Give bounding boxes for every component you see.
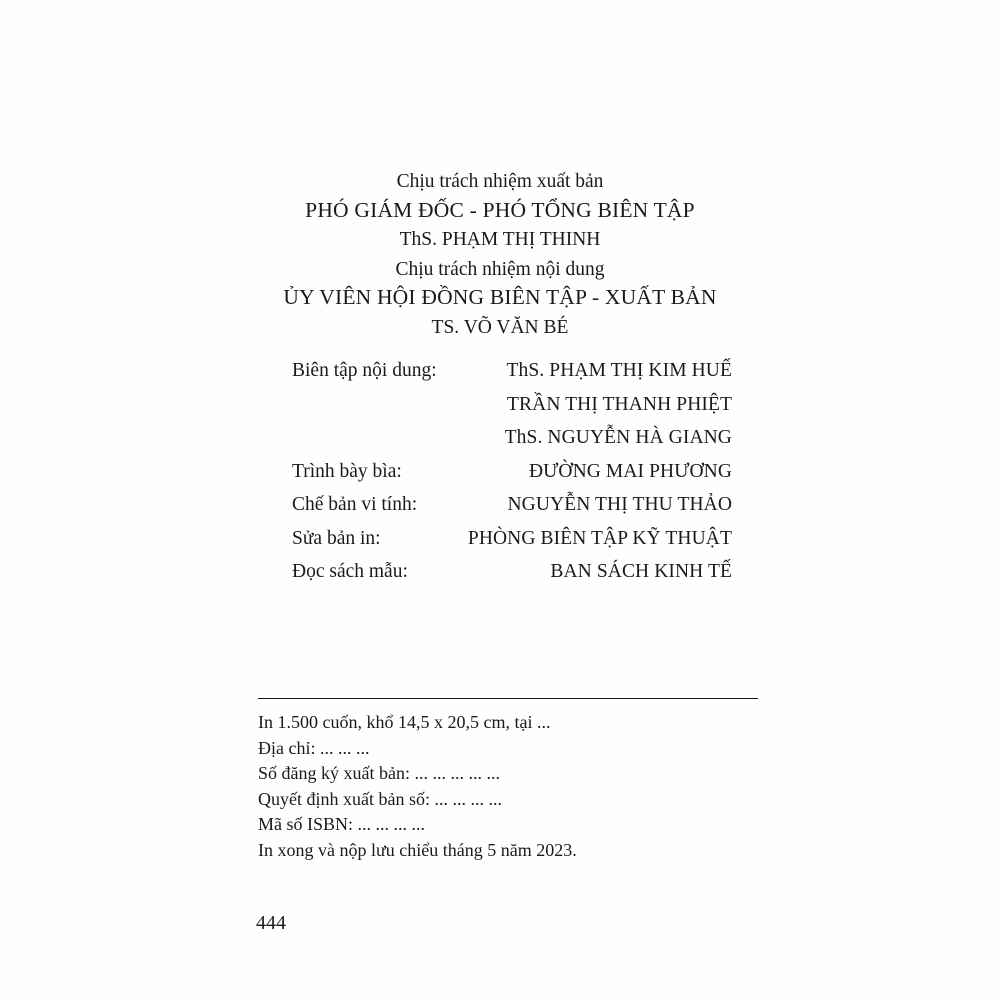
- staff-person-name: ThS. PHẠM THỊ KIM HUẾ: [506, 360, 732, 381]
- imprint-address: Địa chỉ: ... ... ...: [258, 737, 370, 758]
- staff-role-label: Sửa bản in:: [292, 527, 381, 549]
- table-row: [292, 394, 732, 428]
- imprint-deposit-date: In xong và nộp lưu chiểu tháng 5 năm 2023.: [258, 839, 577, 860]
- deputy-director-title: PHÓ GIÁM ĐỐC - PHÓ TỔNG BIÊN TẬP: [305, 197, 695, 222]
- deputy-director-name: ThS. PHẠM THỊ THINH: [399, 229, 601, 250]
- table-row: [292, 494, 732, 528]
- table-row: [292, 360, 732, 394]
- imprint-isbn: Mã số ISBN: ... ... ... ...: [258, 814, 426, 834]
- table-row: [292, 561, 732, 595]
- staff-person-name: NGUYỄN THỊ THU THẢO: [507, 494, 732, 515]
- imprint-decision: Quyết định xuất bản số: ... ... ... ...: [258, 788, 502, 809]
- page-number: 444: [256, 912, 286, 934]
- staff-person-name: BAN SÁCH KINH TẾ: [550, 561, 732, 582]
- imprint-registration: Số đăng ký xuất bản: ... ... ... ... ...: [258, 763, 500, 783]
- staff-person-name: ĐƯỜNG MAI PHƯƠNG: [528, 460, 732, 482]
- staff-person-name: ThS. NGUYỄN HÀ GIANG: [504, 427, 732, 448]
- staff-role-label: Chế bản vi tính:: [292, 494, 418, 515]
- staff-role-label: Đọc sách mẫu:: [292, 561, 408, 582]
- horizontal-divider: [258, 698, 758, 699]
- editorial-council-name: TS. VÕ VĂN BÉ: [431, 316, 569, 338]
- imprint-print-run: In 1.500 cuốn, khổ 14,5 x 20,5 cm, tại ...: [258, 712, 551, 732]
- staff-person-name: PHÒNG BIÊN TẬP KỸ THUẬT: [467, 527, 732, 549]
- table-row: [292, 461, 732, 495]
- publishing-credits-block: [0, 172, 1000, 337]
- responsibility-content-label: Chịu trách nhiệm nội dung: [395, 258, 605, 280]
- staff-role-label: Biên tập nội dung:: [292, 360, 437, 381]
- table-row: [292, 528, 732, 562]
- table-row: [292, 427, 732, 461]
- staff-person-name: TRẦN THỊ THANH PHIỆT: [507, 393, 732, 415]
- staff-credits-table: [292, 360, 732, 595]
- staff-role-label: Trình bày bìa:: [292, 460, 402, 482]
- imprint-details-block: [258, 710, 818, 863]
- responsibility-publishing-label: Chịu trách nhiệm xuất bản: [396, 171, 604, 192]
- editorial-council-title: ỦY VIÊN HỘI ĐỒNG BIÊN TẬP - XUẤT BẢN: [283, 285, 717, 309]
